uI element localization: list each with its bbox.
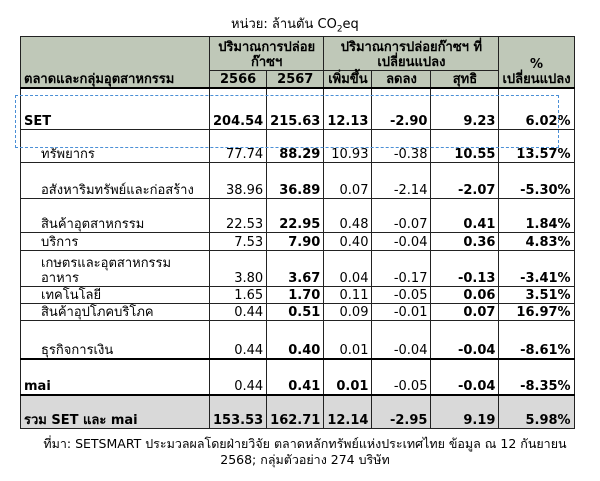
- cell-decrease: -2.90: [372, 88, 431, 130]
- cell-decrease: -0.04: [372, 233, 431, 251]
- cell-pct: 3.51%: [499, 287, 574, 304]
- table-row: [21, 304, 575, 321]
- cell-2567: 0.41: [267, 359, 324, 395]
- cell-pct: -8.61%: [499, 321, 574, 359]
- cell-increase: 0.04: [324, 251, 372, 287]
- cell-increase: 0.01: [324, 321, 372, 359]
- cell-increase: 0.01: [324, 359, 372, 395]
- cell-increase: 0.07: [324, 163, 372, 199]
- cell-decrease: -2.14: [372, 163, 431, 199]
- cell-2566: 38.96: [210, 163, 267, 199]
- table-row: [21, 88, 575, 130]
- row-name: สินค้าอุตสาหกรรม: [21, 199, 210, 233]
- cell-2567: 7.90: [267, 233, 324, 251]
- cell-pct: 4.83%: [499, 233, 574, 251]
- cell-decrease: -0.05: [372, 359, 431, 395]
- unit-label: หน่วย: ล้านตัน $CO_2eq$: [231, 17, 359, 35]
- cell-2566: 22.53: [210, 199, 267, 233]
- row-name: ธุรกิจการเงิน: [21, 321, 210, 359]
- header-2567: 2567: [267, 71, 324, 88]
- table-row: [21, 233, 575, 251]
- table-row: [21, 251, 575, 287]
- cell-decrease: -0.07: [372, 199, 431, 233]
- cell-pct: 6.02%: [499, 88, 574, 130]
- header-decrease: ลดลง: [372, 71, 431, 88]
- cell-increase: 0.09: [324, 304, 372, 321]
- header-pct-change: % เปลี่ยนแปลง: [499, 37, 574, 88]
- cell-net: 0.36: [431, 233, 499, 251]
- cell-pct: 5.98%: [499, 395, 574, 429]
- table-row: [21, 163, 575, 199]
- cell-pct: 13.57%: [499, 130, 574, 163]
- table-row: [21, 359, 575, 395]
- cell-net: 9.23: [431, 88, 499, 130]
- cell-2566: 0.44: [210, 321, 267, 359]
- cell-2567: 3.67: [267, 251, 324, 287]
- cell-2567: 22.95: [267, 199, 324, 233]
- table-row: [21, 130, 575, 163]
- cell-decrease: -0.01: [372, 304, 431, 321]
- source-line-2: 2568; กลุ่มตัวอย่าง 274 บริษัท: [220, 452, 390, 467]
- table-row-total: [21, 395, 575, 429]
- cell-net: 10.55: [431, 130, 499, 163]
- header-2566: 2566: [210, 71, 267, 88]
- header-industry: ตลาดและกลุ่มอุตสาหกรรม: [21, 37, 210, 88]
- header-change-emissions: ปริมาณการปล่อยก๊าซฯ ที่เปลี่ยนแปลง: [324, 37, 499, 71]
- cell-2567: 36.89: [267, 163, 324, 199]
- cell-decrease: -0.05: [372, 287, 431, 304]
- cell-increase: 0.48: [324, 199, 372, 233]
- row-name: mai: [21, 359, 210, 395]
- header-net: สุทธิ: [431, 71, 499, 88]
- cell-2567: 1.70: [267, 287, 324, 304]
- emissions-table: [20, 36, 575, 429]
- row-name: ทรัพยากร: [21, 130, 210, 163]
- table-row: [21, 199, 575, 233]
- cell-net: 0.06: [431, 287, 499, 304]
- cell-decrease: -0.04: [372, 321, 431, 359]
- row-name: บริการ: [21, 233, 210, 251]
- header-emissions: ปริมาณการปล่อยก๊าซฯ: [210, 37, 324, 71]
- cell-pct: -8.35%: [499, 359, 574, 395]
- row-name: SET: [21, 88, 210, 130]
- row-name: เกษตรและอุตสาหกรรมอาหาร: [21, 251, 210, 287]
- row-name: อสังหาริมทรัพย์และก่อสร้าง: [21, 163, 210, 199]
- cell-increase: 0.11: [324, 287, 372, 304]
- cell-2566: 1.65: [210, 287, 267, 304]
- cell-2567: 88.29: [267, 130, 324, 163]
- cell-net: 0.41: [431, 199, 499, 233]
- cell-net: 0.07: [431, 304, 499, 321]
- cell-decrease: -0.38: [372, 130, 431, 163]
- cell-net: -0.04: [431, 321, 499, 359]
- cell-pct: 16.97%: [499, 304, 574, 321]
- cell-pct: -5.30%: [499, 163, 574, 199]
- cell-net: -0.04: [431, 359, 499, 395]
- header-increase: เพิ่มขึ้น: [324, 71, 372, 88]
- cell-2566: 204.54: [210, 88, 267, 130]
- source-line-1: ที่มา: SETSMART ประมวลผลโดยฝ่ายวิจัย ตลาดหลักทรัพย์แห่งประเทศไทย ข้อมูล ณ 12 กันยายน: [43, 436, 567, 451]
- cell-increase: 12.13: [324, 88, 372, 130]
- cell-increase: 0.40: [324, 233, 372, 251]
- cell-decrease: -0.17: [372, 251, 431, 287]
- cell-increase: 10.93: [324, 130, 372, 163]
- cell-2566: 153.53: [210, 395, 267, 429]
- table-row: [21, 287, 575, 304]
- cell-net: 9.19: [431, 395, 499, 429]
- cell-2566: 3.80: [210, 251, 267, 287]
- cell-net: -0.13: [431, 251, 499, 287]
- cell-pct: -3.41%: [499, 251, 574, 287]
- source-note: [20, 436, 590, 468]
- row-name: สินค้าอุปโภคบริโภค: [21, 304, 210, 321]
- cell-pct: 1.84%: [499, 199, 574, 233]
- cell-2566: 77.74: [210, 130, 267, 163]
- cell-2567: 162.71: [267, 395, 324, 429]
- row-name: เทคโนโลยี: [21, 287, 210, 304]
- cell-2567: 215.63: [267, 88, 324, 130]
- cell-2566: 7.53: [210, 233, 267, 251]
- row-name: รวม SET และ mai: [21, 395, 210, 429]
- cell-increase: 12.14: [324, 395, 372, 429]
- cell-2566: 0.44: [210, 359, 267, 395]
- cell-decrease: -2.95: [372, 395, 431, 429]
- cell-2566: 0.44: [210, 304, 267, 321]
- table-row: [21, 321, 575, 359]
- cell-net: -2.07: [431, 163, 499, 199]
- cell-2567: 0.40: [267, 321, 324, 359]
- cell-2567: 0.51: [267, 304, 324, 321]
